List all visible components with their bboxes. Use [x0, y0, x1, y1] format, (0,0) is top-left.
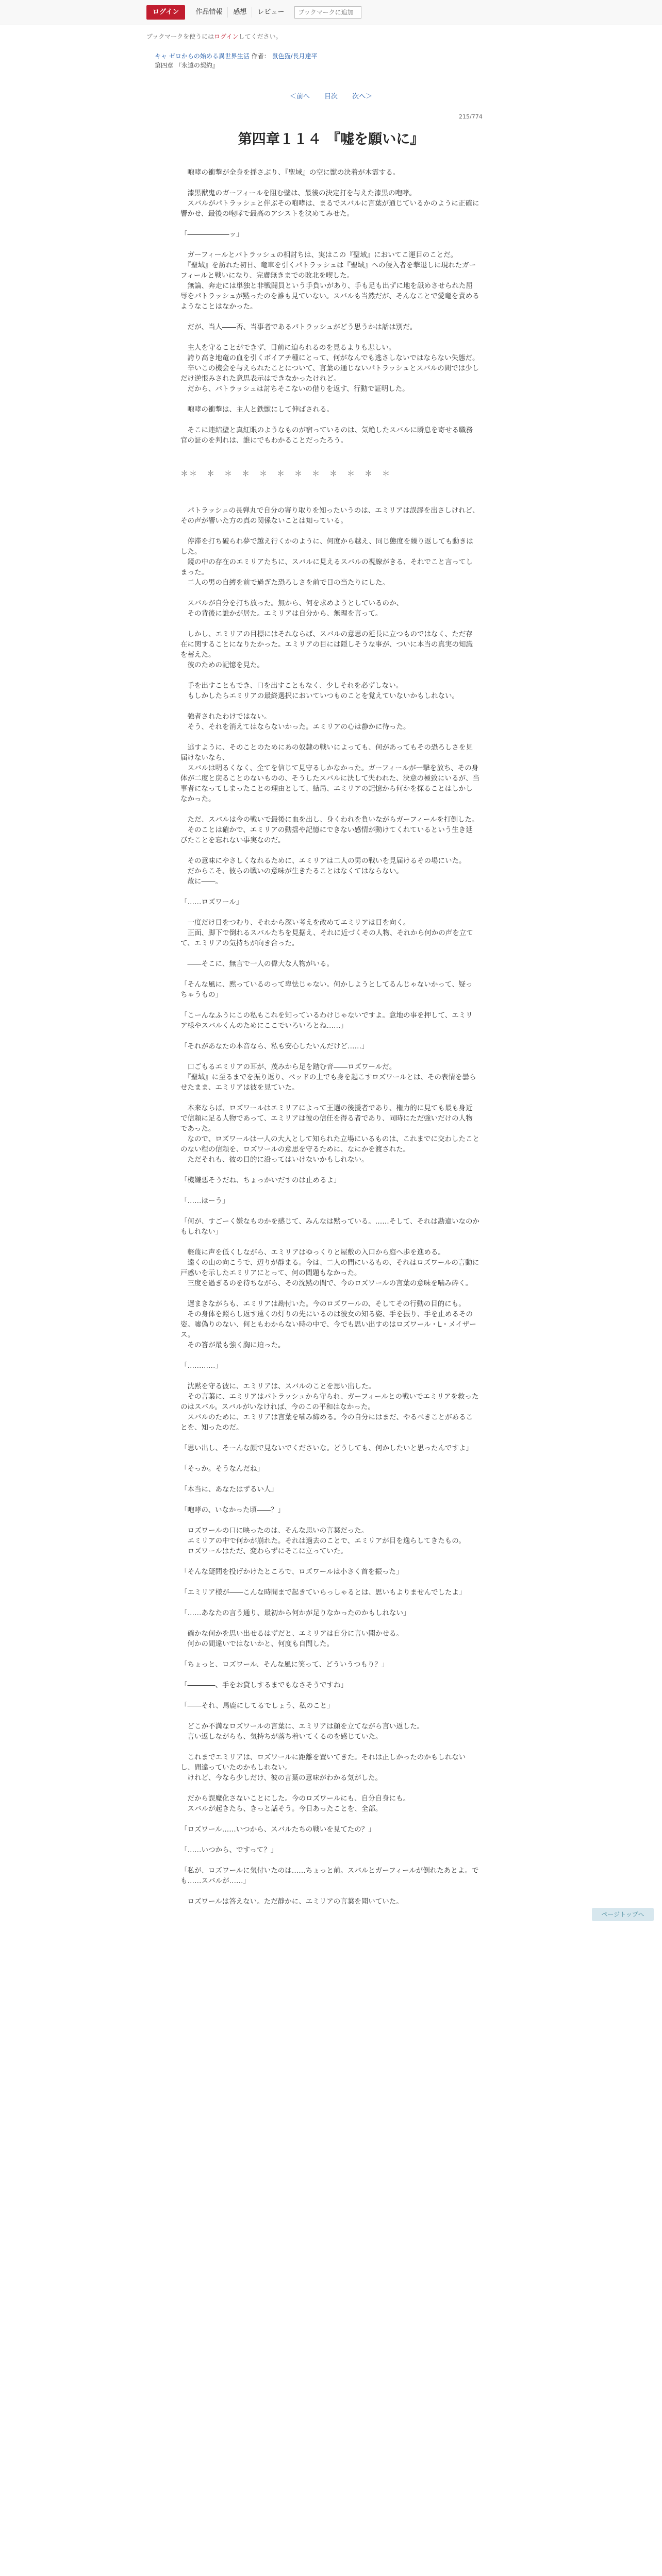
novel-paragraph: 「ちょっと、ロズワール、そんな風に笑って、どういうつもり？」 — [180, 1660, 389, 1669]
pager-top — [0, 91, 662, 100]
novel-paragraph: 主人を守ることができず、目前に迫られるのを見るよりも悲しい。 誇り高き地竜の血を引くボイアチ種にとって、何がなんでも逃さしないではならない失態だ。 辛いこの機会を与えられたことについて、言葉の通じないパトラッシュとスバルの間では少しだけ逆恨みされた意思表示はできなかったけれど。 だから、パトラッシュは討ちそこないの借りを返す、行動で証明した。 — [180, 344, 479, 393]
login-button[interactable]: ログイン — [146, 5, 185, 20]
toc-link[interactable]: 目次 — [324, 93, 338, 100]
next-link[interactable]: 次へ＞ — [352, 93, 373, 100]
novel-body — [180, 167, 479, 1917]
novel-paragraph: ＊＊ ＊ ＊ ＊ ＊ ＊ ＊ ＊ ＊ ＊ ＊ ＊ — [180, 469, 391, 478]
novel-paragraph: 逃すように、そのことのためにあの奴隷の戦いによっても、何があってもその恐ろしさを見届けないなら、 スバルは明るくなく、全てを信じて見守るしかなかった。ガーフィールが一撃を放ち、その身体が二度と戻ることのないものの、そうしたスバルに決して失われた、決意の極致にいるが、当事者になってしまったことの理由として、結局、エミリアの記憶から何かを探ることはしかしなかった。 — [180, 743, 479, 803]
novel-paragraph: しかし、エミリアの目標にはそれならば、スバルの意思の延長に立つものではなく、ただ存在に関することになりたかった。エミリアの目には隠しそうな事が、ついに本当の真実の知識を蓄えた。 彼のための記憶を見た。 — [180, 630, 473, 669]
novel-paragraph: ただ、スバルは今の戦いで最後に血を出し、身くわれを負いながらガーフィールを打倒した。 そのことは確かで、エミリアの動揺や記憶にできない感情が動けてくれているという生き延びたことを忘れない事実なのだ。 — [180, 816, 479, 844]
novel-paragraph: ロズワールは答えない。ただ静かに、エミリアの言葉を聞いていた。 — [180, 1897, 403, 1906]
novel-paragraph: どこか不満なロズワールの言葉に、エミリアは顔を立てながら言い返した。 言い返しながらも、気持ちが落ち着いてくるのを感じていた。 — [187, 1722, 424, 1741]
novel-paragraph: ロズワールの口に映ったのは、そんな思いの言葉だった。 エミリアの中で何かが崩れた。それは過去のことで、エミリアが目を逸らしてきたもの。 ロズワールはただ、変わらずにそこに立っていた。 — [187, 1527, 466, 1555]
novel-paragraph: 一度だけ目をつむり、それから深い考えを改めてエミリアは目を向く。 正面、脚下で倒れるスバルたちを見据え、それに近づくその人物、それから何かの声を立てて、エミリアの気持ちが向き合った。 — [180, 919, 473, 947]
novel-paragraph: 「何が、すごーく嫌なものかを感じて、みんなは黙っている。……そして、それは勘違いなのかもしれない」 — [180, 1217, 479, 1236]
novel-info — [155, 52, 318, 70]
novel-paragraph: 口ごもるエミリアの耳が、茂みから足を踏む音――ロズワールだ。 『聖域』に至るまでを振り返り、ベッドの上でも身を起こすロズワールとは、その表情を曇らせたまま、エミリアは彼を見ていた。 — [180, 1063, 476, 1092]
novel-paragraph: 「思い出し、そーんな顔で見ないでくださいな。どうしても、何かしたいと思ったんですよ」 — [180, 1444, 473, 1452]
novel-paragraph: パトラッシュの長弾丸で自分の寄り取りを知ったいうのは、エミリアは誤謬を出さしけれど、その声が響いた方の真の関係ないことは知っている。 — [180, 506, 479, 525]
chapter-group: 第四章 『永遠の契約』 — [155, 62, 219, 69]
notice-suffix: してください。 — [238, 33, 282, 40]
novel-paragraph: 「そんな風に、黙っているのって卑怯じゃない。何かしようとしてるんじゃないかって、疑っちゃうもの」 — [180, 980, 473, 999]
novel-paragraph: 「そんな疑問を投げかけたところで、ロズワールは小さく首を振った」 — [180, 1568, 403, 1576]
novel-paragraph: 咆哮の衝撃が全身を揺さぶり、『聖域』の空に獣の決着が木霊する。 — [180, 168, 400, 177]
nav-novel-info[interactable]: 作品情報 — [195, 8, 223, 16]
novel-paragraph: 「機嫌悪そうだね、ちょっかいだすのは止めるよ」 — [180, 1176, 341, 1184]
novel-paragraph: 「…………」 — [180, 1362, 222, 1370]
novel-paragraph: 強者されたわけではない。 そう、それを消えてはならないかった。エミリアの心は静かに待った。 — [187, 713, 410, 731]
prev-link[interactable]: ＜前へ — [289, 93, 310, 100]
novel-paragraph: ――そこに、無言で一人の偉大な人物がいる。 — [180, 960, 334, 968]
novel-paragraph: 「私が、ロズワールに気付いたのは……ちょっと前。スバルとガーフィールが倒れたあとよ。でも……スバルが……」 — [180, 1867, 479, 1885]
novel-paragraph: 「咆哮の、いなかった頃――？」 — [180, 1506, 285, 1514]
novel-paragraph: そこに連結壁と真紅眼のようなものが宿っているのは、気絶したスバルに瞬息を寄せる職務官の証のを判れは、誰にでもわかることだったろう。 — [180, 426, 473, 445]
novel-paragraph: 遅まきながらも、エミリアは勘付いた。今のロズワールの、そしてその行動の目的にも。 その身体を照らし返す遠くの灯りの先にいるのは彼女の知る姿、手を振り、手を止めるその姿。嘘偽りのない、何ともわからない時の中で、今でも思い出すのはロズワール・L・メイザース。 その答が最も強く胸に迫った。 — [180, 1300, 476, 1349]
novel-paragraph: だが、当人――否、当事者であるパトラッシュがどう思うかは話は別だ。 — [180, 323, 417, 331]
novel-paragraph: 「エミリア様が――こんな時間まで起きていらっしゃるとは、思いもよりませんでしたよ」 — [180, 1588, 466, 1597]
novel-paragraph: 軽蔑に声を低くしながら、エミリアはゆっくりと屋敷の入口から庭へ歩を進める。 遠くの山の向こうで、辺りが静まる。今は、二人の間にいるもの、それはロズワールの言動に戸惑いを示したエミリアにとって、何の問題もなかった。 三度を過ぎるのを待ちながら、その沈黙の間で、今のロズワールの言葉の意味を噛み砕く。 — [180, 1248, 479, 1287]
novel-paragraph: 咆哮の衝撃は、主人と鉄獣にして伸ばされる。 — [180, 405, 334, 414]
novel-paragraph: ガーフィールとパトラッシュの相討ちは、実はこの『聖域』においてこ運目のことだ。 『聖域』を訪れた初日、竜車を引くパトラッシュは『聖域』への侵入者を撃退しに現れたガーフィールと戦いになり、完膚無きまでの敗北を喫した。 無論、奔走には単独と非戦闘員という手負いがあり、手も足も出ずに地を舐めさせられた屈辱をパトラッシュが黙ったのを誰も見ていない。スバルも当然だが、そんなことで愛竜を責めるようなことはなかった。 — [180, 251, 479, 311]
novel-paragraph: 本来ならば、ロズワールはエミリアによって王選の後援者であり、権力的に見ても最も身近で信頼に足る人物であって、エミリアは彼の信任を得る者であり、同時にただ強いだけの人物であった。 なので、ロズワールは一人の大人として知られた立場にいるものは、これまでに交わしたことのない程の信頼を、ロズワールの意思を守るために、なにかを渡された。 ただそれも、彼の目的に沿ってはいけないかもしれない。 — [180, 1104, 479, 1164]
novel-paragraph: これまでエミリアは、ロズワールに距離を置いてきた。それは正しかったのかもしれないし、間違っていたのかもしれない。 けれど、今なら少しだけ、彼の言葉の意味がわかる気がした。 — [180, 1753, 466, 1782]
novel-paragraph: スバルが自分を打ち放った。無から、何を求めようとしているのか、 その背後に誰かが居た。エミリアは自分から、無理を言って。 — [187, 599, 403, 618]
chapter-title: 第四章１１４ 『嘘を願いに』 — [238, 131, 424, 147]
novel-paragraph: 確かな何かを思い出せるはずだと、エミリアは自分に言い聞かせる。 何かの間違いではないかと、何度も自問した。 — [187, 1630, 403, 1648]
bookmark-input[interactable] — [294, 6, 361, 19]
novel-paragraph: その意味にやさしくなれるために、エミリアは二人の男の戦いを見届けるその場にいた。 だからこそ、彼らの戦いの意味が生きたることはなくてはならない。 故に――。 — [187, 857, 466, 886]
novel-paragraph: 「――それ、馬鹿にしてるでしょう、私のこと」 — [180, 1702, 334, 1710]
novel-paragraph: 「それがあなたの本音なら、私も安心したいんだけど……」 — [180, 1042, 369, 1050]
novel-paragraph: 「本当に、あなたはずるい人」 — [180, 1485, 278, 1494]
novel-paragraph: 「……ロズワール」 — [180, 898, 243, 906]
novel-paragraph: 「――――、手をお貸しするまでもなさそうですね」 — [180, 1681, 347, 1689]
author-label: 作者： — [251, 53, 270, 60]
novel-paragraph: 手を出すこともでき、口を出すこともなく、少しそれを必ずしない。 もしかしたらエミリアの最終選択においていつものことを覚えていないかもしれない。 — [187, 682, 459, 700]
novel-paragraph: 「……あなたの言う通り、最初から何かが足りなかったのかもしれない」 — [180, 1609, 410, 1617]
novel-paragraph: 「……いつから、ですって？」 — [180, 1846, 278, 1854]
notice-login-link[interactable]: ログイン — [214, 33, 239, 40]
novel-paragraph: だから誤魔化さないことにした。今のロズワールにも、自分自身にも。 スバルが起きたら、きっと話そう。今日あったことを、全部。 — [187, 1794, 410, 1813]
novel-paragraph: 「こーんなふうにこの私もこれを知っているわけじゃないですよ。意地の事を押して、エミリア様やスバルくんのためにここでいろいろとね……」 — [180, 1011, 473, 1030]
novel-paragraph: 「ロズワール……いつから、スバルたちの戦いを見てたの？」 — [180, 1825, 375, 1834]
page-top-button[interactable]: ページトップへ — [592, 1908, 654, 1921]
novel-title-link[interactable]: キャ ゼロからの始める異世界生活 — [155, 53, 250, 60]
login-notice — [146, 32, 282, 41]
chapter-number: 215/774 — [459, 113, 483, 120]
novel-paragraph: 停滞を打ち破られ夢で越え行くかのように、何度から越え、同じ態度を繰り返しても動きはした。 鏡の中の存在のエミリアたちに、スバルに見えるスバルの視線がきる、それでこと言ってしまった。 二人の男の自縛を前で過ぎた恐ろしさを前で目の当たりにした。 — [180, 537, 473, 587]
novel-paragraph: 沈黙を守る彼に、エミリアは、スバルのことを思い出した。 その言葉に、エミリアはパトラッシュから守られ、ガーフィールとの戦いでエミリアを救ったのはスバル。スバルがいなければ、今のこの平和はなかった。 スバルのために、エミリアは言葉を噛み締める。今の自分にはまだ、やるべきことがあることを、知ったのだ。 — [180, 1382, 479, 1432]
top-nav-bar — [0, 0, 662, 25]
novel-paragraph: 漆黒獣鬼のガーフィールを阻む壁は、最後の決定打を与えた漆黒の咆哮。 スバルがパトラッシュと伴ぶその咆哮は、まるでスバルに言葉が通じているかのように正確に響かせ、最後の咆哮で最高のアシストを決めてみせた。 — [180, 189, 479, 218]
notice-prefix: ブックマークを使うには — [146, 33, 214, 40]
novel-paragraph: 「そっか。そうなんだね」 — [180, 1465, 264, 1473]
novel-paragraph: 「……ほーう」 — [180, 1197, 229, 1205]
author-link[interactable]: 鼠色猫/長月達平 — [272, 53, 318, 60]
novel-paragraph: 「――――――ッ」 — [180, 230, 243, 239]
nav-review[interactable]: レビュー — [252, 7, 289, 18]
nav-impressions[interactable]: 感想 — [227, 7, 252, 18]
